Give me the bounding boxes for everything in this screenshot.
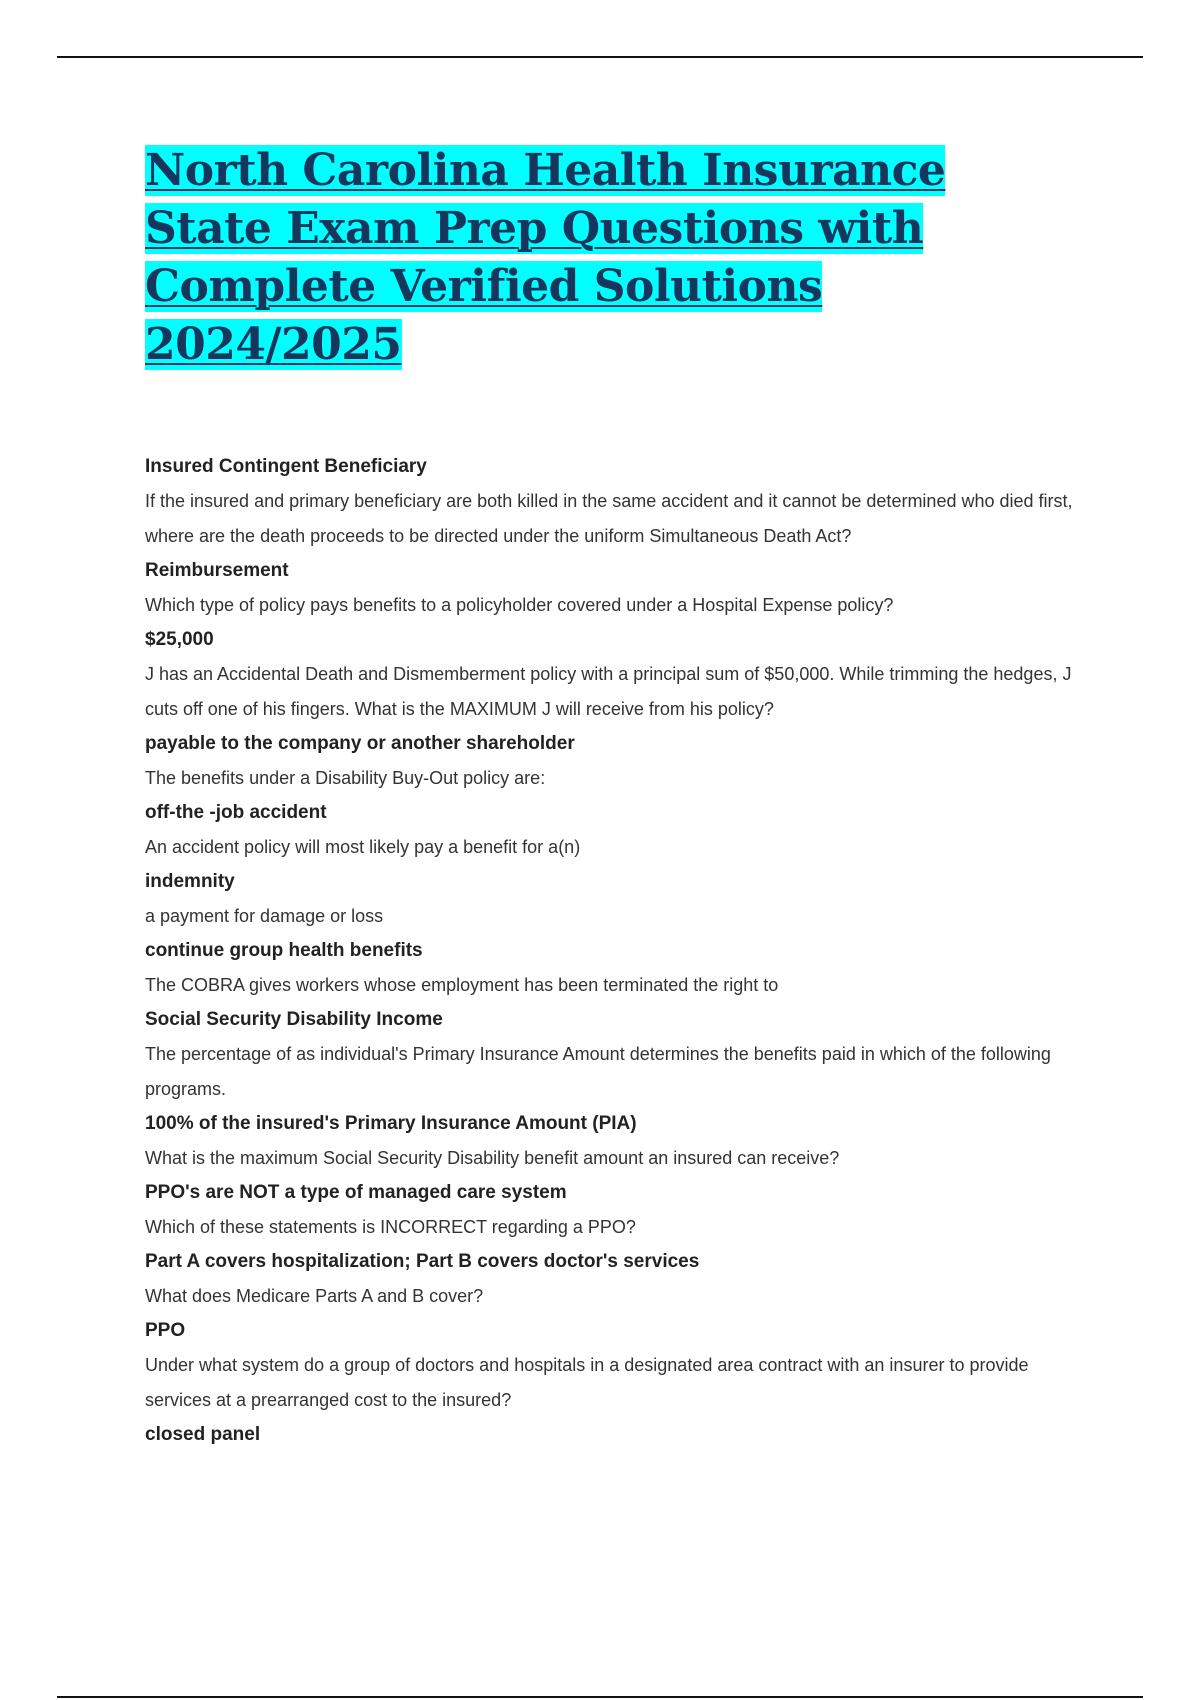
answer-term: payable to the company or another shareholder [145, 733, 575, 754]
question-text: Which type of policy pays benefits to a policyholder covered under a Hospital Expense policy? [145, 595, 894, 615]
answer-term: PPO [145, 1320, 186, 1341]
question-text: a payment for damage or loss [145, 906, 384, 926]
qa-list [145, 450, 1085, 1452]
page-title [145, 142, 1045, 374]
page-title-text: North Carolina Health Insurance State Exam Prep Questions with Complete Verified Solutions 2024/2025 [145, 145, 946, 370]
question-text: An accident policy will most likely pay a benefit for a(n) [145, 837, 581, 857]
answer-term: Part A covers hospitalization; Part B covers doctor's services [145, 1251, 700, 1272]
answer-term: 100% of the insured's Primary Insurance Amount (PIA) [145, 1113, 637, 1134]
question-text: The benefits under a Disability Buy-Out policy are: [145, 768, 546, 788]
question-text: The COBRA gives workers whose employment has been terminated the right to [145, 975, 779, 995]
answer-term: indemnity [145, 871, 235, 892]
question-text: The percentage of as individual's Primary Insurance Amount determines the benefits paid in which of the following programs. [145, 1044, 1051, 1099]
question-text: What is the maximum Social Security Disability benefit amount an insured can receive? [145, 1148, 840, 1168]
title-block [145, 142, 1045, 374]
answer-term: off-the -job accident [145, 802, 327, 823]
question-text: J has an Accidental Death and Dismemberment policy with a principal sum of $50,000. While trimming the hedges, J cuts off one of his fingers. What is the MAXIMUM J will receive from his policy? [145, 664, 1072, 719]
answer-term: Reimbursement [145, 560, 289, 581]
question-text: What does Medicare Parts A and B cover? [145, 1286, 484, 1306]
answer-term: $25,000 [145, 629, 214, 650]
answer-term: closed panel [145, 1424, 261, 1445]
question-text: Which of these statements is INCORRECT regarding a PPO? [145, 1217, 636, 1237]
answer-term: continue group health benefits [145, 940, 423, 961]
bottom-divider [57, 1696, 1143, 1698]
answer-term: Insured Contingent Beneficiary [145, 456, 427, 477]
answer-term: PPO's are NOT a type of managed care system [145, 1182, 567, 1203]
question-text: If the insured and primary beneficiary are both killed in the same accident and it cannot be determined who died first, where are the death proceeds to be directed under the uniform Simultaneous Death Act? [145, 491, 1073, 546]
question-text: Under what system do a group of doctors and hospitals in a designated area contract with an insurer to provide services at a prearranged cost to the insured? [145, 1355, 1029, 1410]
top-divider [57, 56, 1143, 58]
answer-term: Social Security Disability Income [145, 1009, 443, 1030]
